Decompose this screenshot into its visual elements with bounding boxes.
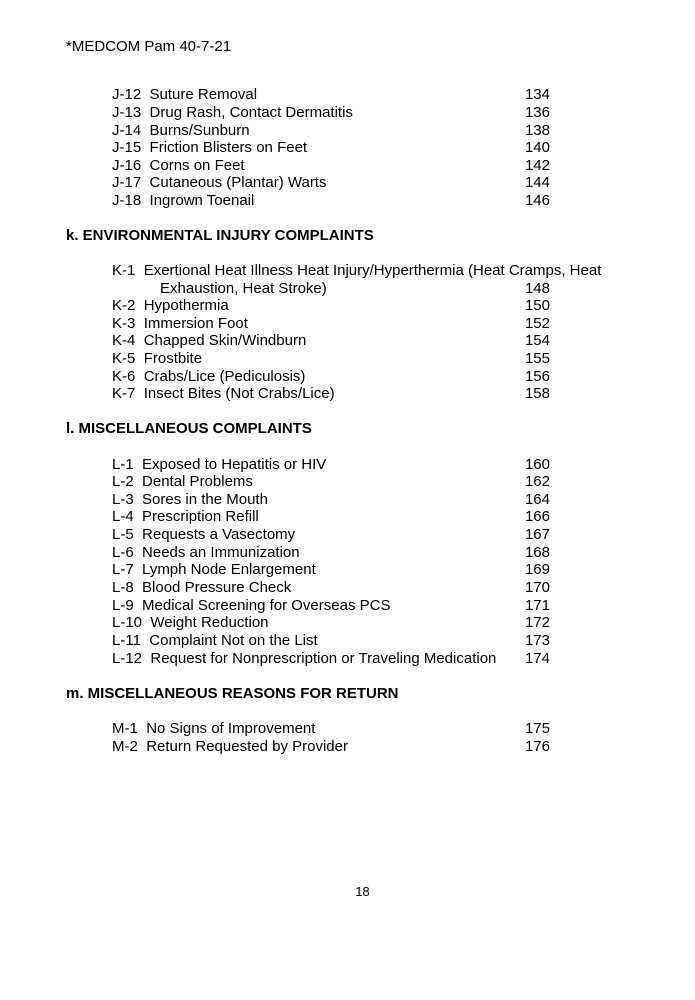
entry-code: L-7 bbox=[112, 561, 134, 578]
entry-title: Sores in the Mouth bbox=[142, 491, 268, 508]
entry-code: L-8 bbox=[112, 579, 134, 596]
entry-title-line1: Exertional Heat Illness Heat Injury/Hyperthermia (Heat Cramps, Heat bbox=[143, 262, 602, 279]
entry-code: L-1 bbox=[112, 456, 134, 473]
entry-code: K-6 bbox=[112, 368, 136, 385]
entry-page-number: 168 bbox=[524, 544, 550, 561]
section-heading-l: l. MISCELLANEOUS COMPLAINTS bbox=[66, 420, 312, 437]
entry-page-number: 155 bbox=[524, 350, 550, 367]
entry-code: K-7 bbox=[112, 385, 136, 402]
entry-title: Exposed to Hepatitis or HIV bbox=[142, 456, 327, 473]
entry-title: Needs an Immunization bbox=[142, 544, 300, 561]
entry-code: L-12 bbox=[112, 650, 143, 667]
entry-code: K-4 bbox=[112, 332, 136, 349]
entry-code: M-2 bbox=[112, 738, 138, 755]
entry-code: L-6 bbox=[112, 544, 134, 561]
entry-code: M-1 bbox=[112, 720, 138, 737]
entry-page-number: 142 bbox=[524, 157, 550, 174]
entry-code: K-5 bbox=[112, 350, 136, 367]
entry-title: Weight Reduction bbox=[150, 614, 269, 631]
entry-page-number: 146 bbox=[524, 192, 550, 209]
entry-page-number: 172 bbox=[524, 614, 550, 631]
entry-page-number: 148 bbox=[524, 280, 550, 297]
entry-title-line2: Exhaustion, Heat Stroke) bbox=[160, 280, 327, 297]
page-header: *MEDCOM Pam 40-7-21 bbox=[66, 38, 232, 55]
entry-page-number: 138 bbox=[524, 122, 550, 139]
entry-page-number: 150 bbox=[524, 297, 550, 314]
entry-title: Return Requested by Provider bbox=[146, 738, 348, 755]
entry-title: Request for Nonprescription or Traveling Medication bbox=[150, 650, 497, 667]
entry-code: L-3 bbox=[112, 491, 134, 508]
entry-page-number: 175 bbox=[524, 720, 550, 737]
entry-page-number: 134 bbox=[524, 86, 550, 103]
entry-code: J-15 bbox=[112, 139, 142, 156]
entry-title: Dental Problems bbox=[142, 473, 253, 490]
entry-title: Suture Removal bbox=[149, 86, 258, 103]
section-heading-k: k. ENVIRONMENTAL INJURY COMPLAINTS bbox=[66, 227, 374, 244]
entry-title: Chapped Skin/Windburn bbox=[143, 332, 307, 349]
entry-code: J-12 bbox=[112, 86, 142, 103]
entry-code: J-17 bbox=[112, 174, 142, 191]
entry-page-number: 152 bbox=[524, 315, 550, 332]
entry-title: Hypothermia bbox=[143, 297, 229, 314]
entry-code: L-9 bbox=[112, 597, 134, 614]
entry-code: K-2 bbox=[112, 297, 136, 314]
entry-code: J-16 bbox=[112, 157, 142, 174]
toc-entry-k-1 bbox=[112, 262, 602, 298]
entry-page-number: 169 bbox=[524, 561, 550, 578]
footer-page-number: 18 bbox=[355, 884, 370, 899]
entry-page-number: 162 bbox=[524, 473, 550, 490]
entry-page-number: 164 bbox=[524, 491, 550, 508]
entry-title: Burns/Sunburn bbox=[149, 122, 250, 139]
entry-page-number: 167 bbox=[524, 526, 550, 543]
entry-page-number: 176 bbox=[524, 738, 550, 755]
entry-title: Requests a Vasectomy bbox=[142, 526, 296, 543]
entry-page-number: 170 bbox=[524, 579, 550, 596]
entry-page-number: 174 bbox=[524, 650, 550, 667]
section-heading-m: m. MISCELLANEOUS REASONS FOR RETURN bbox=[66, 685, 399, 702]
entry-code: L-2 bbox=[112, 473, 134, 490]
entry-title: Immersion Foot bbox=[143, 315, 248, 332]
entry-page-number: 158 bbox=[524, 385, 550, 402]
entry-title: Insect Bites (Not Crabs/Lice) bbox=[143, 385, 335, 402]
entry-code: L-4 bbox=[112, 508, 134, 525]
entry-page-number: 160 bbox=[524, 456, 550, 473]
entry-code: J-14 bbox=[112, 122, 142, 139]
entry-code: L-5 bbox=[112, 526, 134, 543]
entry-title: Frostbite bbox=[143, 350, 203, 367]
entry-page-number: 144 bbox=[524, 174, 550, 191]
entry-code: L-10 bbox=[112, 614, 143, 631]
entry-page-number: 136 bbox=[524, 104, 550, 121]
entry-title: Cutaneous (Plantar) Warts bbox=[149, 174, 327, 191]
entry-page-number: 140 bbox=[524, 139, 550, 156]
entry-code: J-18 bbox=[112, 192, 142, 209]
entry-code: K-3 bbox=[112, 315, 136, 332]
entry-title: Prescription Refill bbox=[142, 508, 259, 525]
entry-title: Crabs/Lice (Pediculosis) bbox=[143, 368, 306, 385]
entry-title: Friction Blisters on Feet bbox=[149, 139, 308, 156]
entry-title: No Signs of Improvement bbox=[146, 720, 316, 737]
entry-title: Blood Pressure Check bbox=[142, 579, 292, 596]
entry-page-number: 166 bbox=[524, 508, 550, 525]
entry-page-number: 171 bbox=[524, 597, 550, 614]
entry-title: Drug Rash, Contact Dermatitis bbox=[149, 104, 353, 121]
entry-title: Ingrown Toenail bbox=[149, 192, 255, 209]
entry-title: Complaint Not on the List bbox=[149, 632, 318, 649]
entry-title: Lymph Node Enlargement bbox=[142, 561, 316, 578]
entry-code: J-13 bbox=[112, 104, 142, 121]
entry-title: Corns on Feet bbox=[149, 157, 245, 174]
entry-page-number: 154 bbox=[524, 332, 550, 349]
entry-title: Medical Screening for Overseas PCS bbox=[142, 597, 391, 614]
entry-page-number: 156 bbox=[524, 368, 550, 385]
entry-page-number: 173 bbox=[524, 632, 550, 649]
entry-code: K-1 bbox=[112, 262, 136, 279]
entry-code: L-11 bbox=[112, 632, 141, 649]
